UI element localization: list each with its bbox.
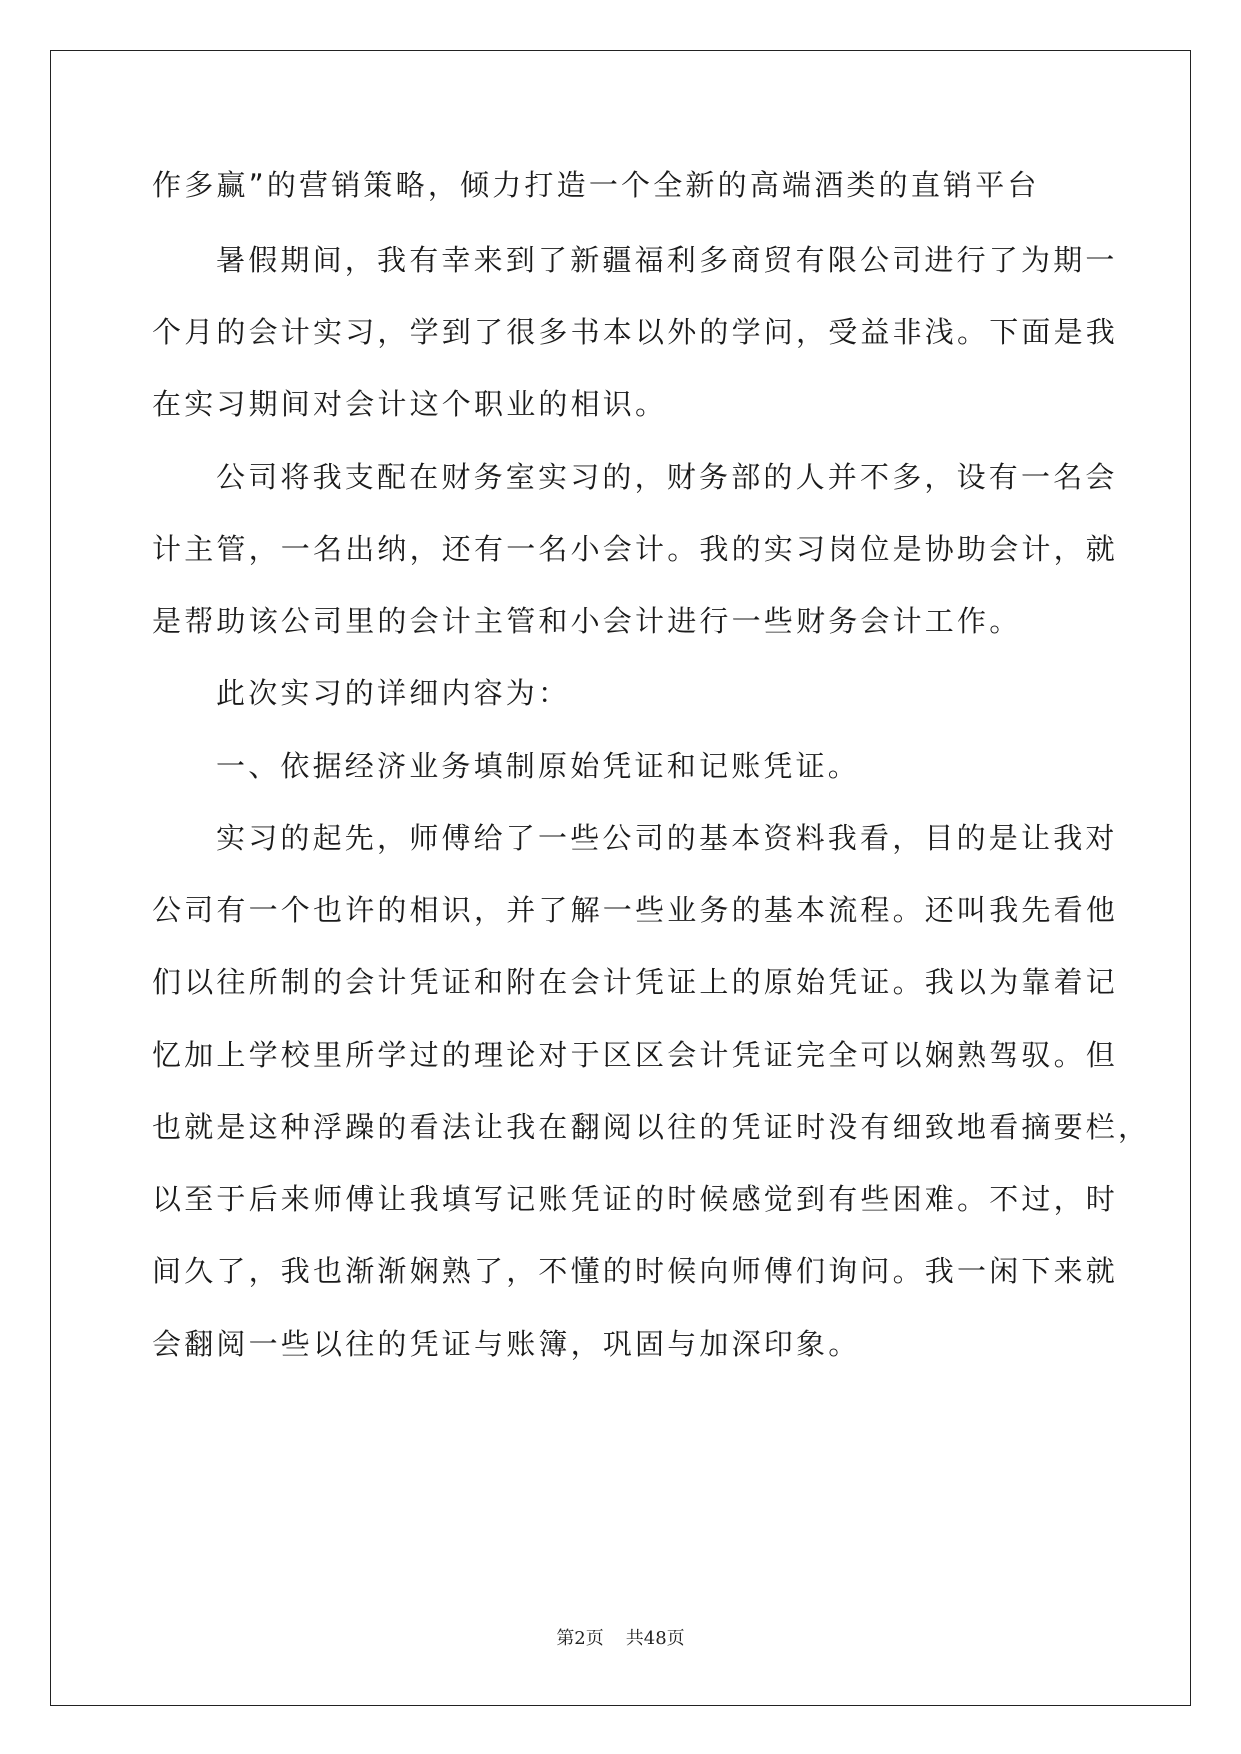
paragraph-line: 忆加上学校里所学过的理论对于区区会计凭证完全可以娴熟驾驭。但 bbox=[152, 1038, 1119, 1072]
paragraph-line: 实习的起先，师傅给了一些公司的基本资料我看，目的是让我对 bbox=[216, 821, 1118, 855]
paragraph-line: 是帮助该公司里的会计主管和小会计进行一些财务会计工作。 bbox=[152, 604, 1022, 638]
paragraph-line: 以至于后来师傅让我填写记账凭证的时候感觉到有些困难。不过，时 bbox=[152, 1182, 1119, 1216]
paragraph-line: 间久了，我也渐渐娴熟了，不懂的时候向师傅们询问。我一闲下来就 bbox=[152, 1254, 1119, 1288]
paragraph-line: 一、依据经济业务填制原始凭证和记账凭证。 bbox=[216, 749, 861, 783]
paragraph-line: 计主管，一名出纳，还有一名小会计。我的实习岗位是协助会计，就 bbox=[152, 532, 1119, 566]
paragraph-line: 作多赢”的营销策略，倾力打造一个全新的高端酒类的直销平台 bbox=[152, 168, 1040, 202]
total-pages: 共48页 bbox=[625, 1628, 685, 1649]
page-border bbox=[50, 50, 1191, 1706]
page-number: 第2页 bbox=[556, 1628, 604, 1649]
paragraph-line: 公司有一个也许的相识，并了解一些业务的基本流程。还叫我先看他 bbox=[152, 893, 1119, 927]
paragraph-line: 个月的会计实习，学到了很多书本以外的学问，受益非浅。下面是我 bbox=[152, 315, 1119, 349]
paragraph-line: 暑假期间，我有幸来到了新疆福利多商贸有限公司进行了为期一 bbox=[216, 243, 1118, 277]
paragraph-line: 公司将我支配在财务室实习的，财务部的人并不多，设有一名会 bbox=[216, 460, 1118, 494]
page-footer bbox=[0, 1624, 1241, 1650]
paragraph-line: 也就是这种浮躁的看法让我在翻阅以往的凭证时没有细致地看摘要栏， bbox=[152, 1110, 1151, 1144]
paragraph-line: 会翻阅一些以往的凭证与账簿，巩固与加深印象。 bbox=[152, 1327, 861, 1361]
paragraph-line: 在实习期间对会计这个职业的相识。 bbox=[152, 387, 668, 421]
paragraph-line: 们以往所制的会计凭证和附在会计凭证上的原始凭证。我以为靠着记 bbox=[152, 965, 1119, 999]
paragraph-line: 此次实习的详细内容为： bbox=[216, 676, 571, 710]
